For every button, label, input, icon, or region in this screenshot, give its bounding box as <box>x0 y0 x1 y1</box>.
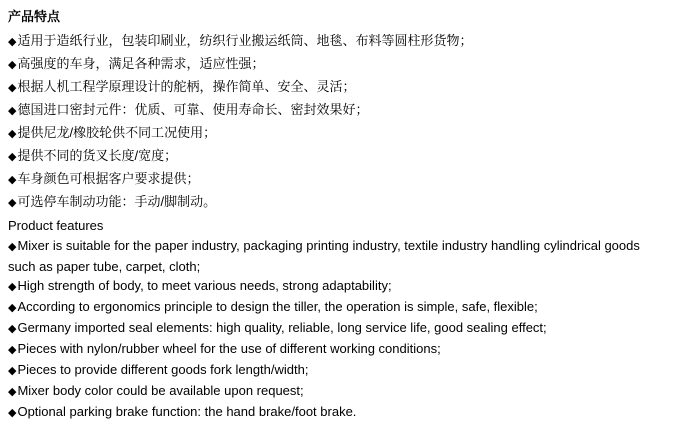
feature-item-en-7 <box>8 381 673 402</box>
feature-item-cn-3 <box>8 76 673 99</box>
bullet-icon: ◆ <box>8 59 17 71</box>
feature-item-cn-1 <box>8 30 673 53</box>
feature-text: 提供尼龙/橡胶轮供不同工况使用； <box>17 125 217 140</box>
feature-item-cn-8 <box>8 191 673 214</box>
feature-text: Germany imported seal elements: high quality, reliable, long service life, good sealing effect; <box>17 320 547 335</box>
feature-item-en-3 <box>8 297 673 318</box>
bullet-icon: ◆ <box>8 302 17 314</box>
bullet-icon: ◆ <box>8 241 17 253</box>
feature-item-cn-2 <box>8 53 673 76</box>
feature-item-en-8 <box>8 402 673 423</box>
feature-text: According to ergonomics principle to design the tiller, the operation is simple, safe, flexible; <box>17 299 538 314</box>
feature-item-en-1 <box>8 236 668 276</box>
bullet-icon: ◆ <box>8 197 17 209</box>
feature-text: Mixer is suitable for the paper industry, packaging printing industry, textile industry handling cylindrical goods such as paper tube, carpet, cloth; <box>8 238 640 274</box>
feature-item-en-5 <box>8 339 673 360</box>
page-title-chinese: 产品特点 <box>8 9 61 24</box>
bullet-icon: ◆ <box>8 323 17 335</box>
bullet-icon: ◆ <box>8 36 17 48</box>
feature-text: Pieces to provide different goods fork length/width; <box>17 362 309 377</box>
feature-item-en-2 <box>8 276 673 297</box>
feature-text: 高强度的车身，满足各种需求，适应性强； <box>17 56 265 71</box>
feature-item-cn-4 <box>8 99 673 122</box>
feature-text: 适用于造纸行业，包装印刷业，纺织行业搬运纸筒、地毯、布料等圆柱形货物； <box>17 33 473 48</box>
bullet-icon: ◆ <box>8 365 17 377</box>
bullet-icon: ◆ <box>8 151 17 163</box>
feature-text: 提供不同的货叉长度/宽度； <box>17 148 178 163</box>
bullet-icon: ◆ <box>8 105 17 117</box>
feature-text: Mixer body color could be available upon request; <box>17 383 304 398</box>
feature-item-cn-6 <box>8 145 673 168</box>
bullet-icon: ◆ <box>8 82 17 94</box>
bullet-icon: ◆ <box>8 407 17 419</box>
feature-text: High strength of body, to meet various needs, strong adaptability; <box>17 278 392 293</box>
bullet-icon: ◆ <box>8 344 17 356</box>
bullet-icon: ◆ <box>8 281 17 293</box>
bullet-icon: ◆ <box>8 174 17 186</box>
feature-item-cn-7 <box>8 168 673 191</box>
feature-item-cn-5 <box>8 122 673 145</box>
bullet-icon: ◆ <box>8 386 17 398</box>
feature-text: Pieces with nylon/rubber wheel for the use of different working conditions; <box>17 341 441 356</box>
feature-text: 德国进口密封元件：优质、可靠、使用寿命长、密封效果好； <box>17 102 369 117</box>
feature-item-en-6 <box>8 360 673 381</box>
feature-text: 根据人机工程学原理设计的舵柄，操作简单、安全、灵活； <box>17 79 356 94</box>
page-title-english: Product features <box>8 218 104 233</box>
feature-text: Optional parking brake function: the hand brake/foot brake. <box>17 404 357 419</box>
feature-text: 车身颜色可根据客户要求提供； <box>17 171 200 186</box>
bullet-icon: ◆ <box>8 128 17 140</box>
feature-item-en-4 <box>8 318 673 339</box>
feature-text: 可选停车制动功能：手动/脚制动。 <box>17 194 217 209</box>
